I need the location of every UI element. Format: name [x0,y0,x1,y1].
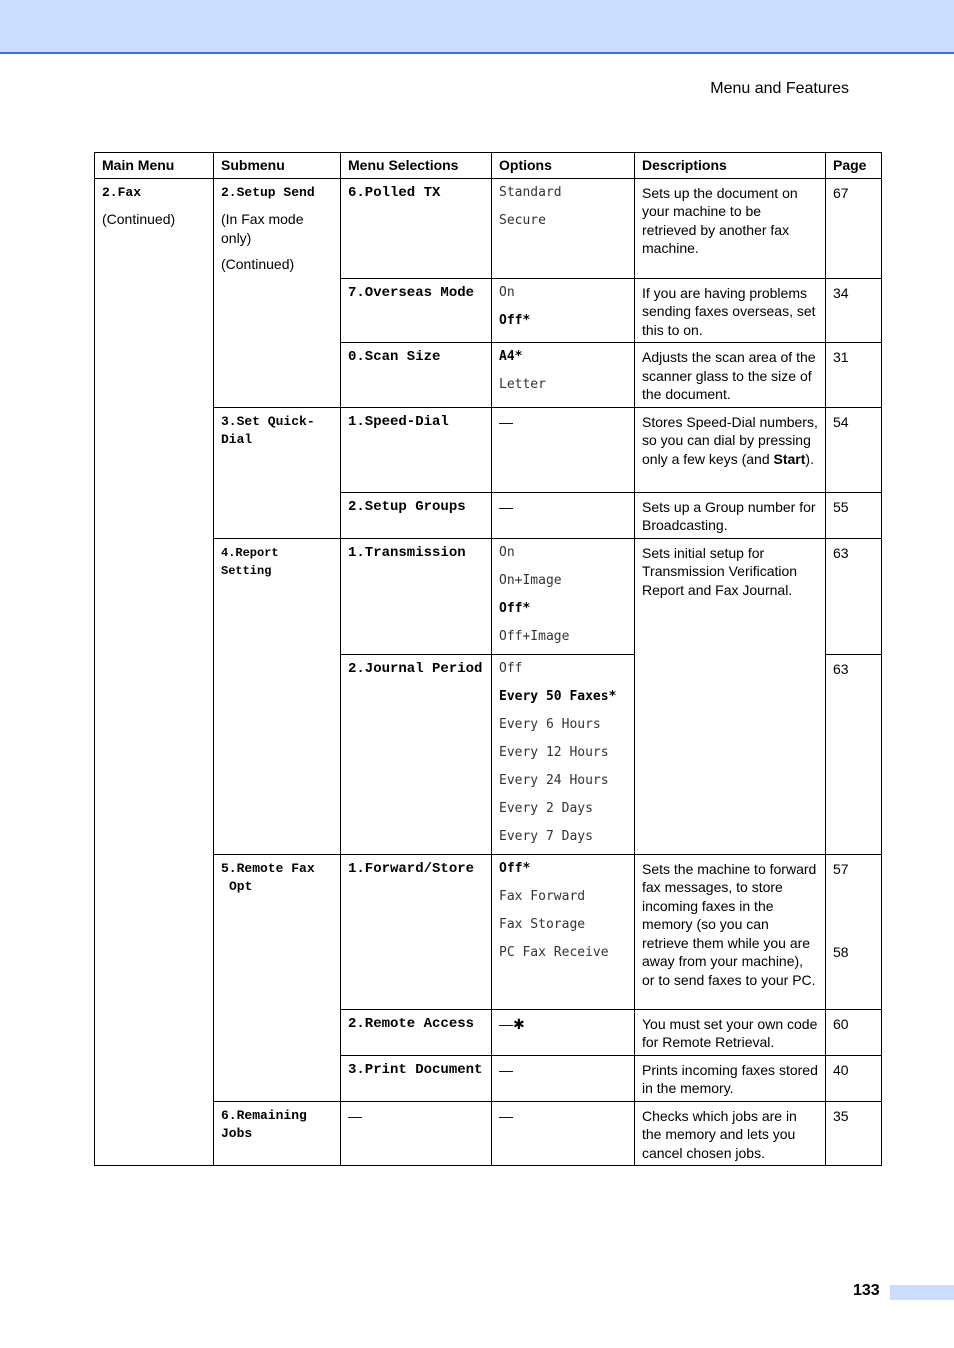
table-header-row [95,153,882,179]
col-page: Page [826,153,882,179]
desc-text-end: ). [805,450,814,467]
submenu-name: 4.Report Setting [221,545,279,578]
page-number: 133 [853,1282,880,1299]
page-tab-bar [890,1285,954,1300]
option: Standard [499,184,562,200]
description-cell: Sets the machine to forward fax messages, to store incoming faxes in the memory (so you can retrieve them while you are away from your machine), or to send faxes to your PC. [635,854,826,1009]
option: A4* [499,349,523,364]
submenu-name: 2.Setup Send [221,184,315,200]
option: Off* [499,860,531,876]
menu-table [94,152,882,1166]
submenu-name: 3.Set Quick- [221,413,315,429]
page-ref: 57 [833,860,849,877]
page-cell: 63 [826,654,882,854]
desc-text: Stores Speed-Dial numbers, so you can dial by pressing only a few keys (and [642,413,818,467]
page-cell: 67 [826,178,882,278]
option: Letter [499,377,546,392]
selection-cell: 2.Journal Period [341,654,492,854]
description-cell: Sets up a Group number for Broadcasting. [635,492,826,538]
selection-cell: — [341,1101,492,1166]
col-main-menu: Main Menu [95,153,214,179]
page-cell: 35 [826,1101,882,1166]
col-submenu: Submenu [214,153,341,179]
page-header-title: Menu and Features [710,80,849,97]
page-cell: 54 [826,407,882,492]
options-cell [492,654,635,854]
description-cell [635,407,826,492]
page-cell: 55 [826,492,882,538]
col-options: Options [492,153,635,179]
table-row [95,538,882,654]
page-ref: 58 [833,944,849,960]
options-cell: —✱ [492,1009,635,1055]
option: Every 12 Hours [499,744,609,760]
option: On [499,284,515,300]
submenu-setup-send [214,178,341,407]
option: Every 50 Faxes* [499,688,617,704]
table-row [95,178,882,278]
options-cell [492,854,635,1009]
submenu-name: 6.Remaining [221,1107,307,1123]
selection-cell: 0.Scan Size [341,343,492,408]
description-cell: Sets up the document on your machine to be retrieved by another fax machine. [635,178,826,278]
options-cell [492,178,635,278]
submenu-remaining [214,1101,341,1166]
description-cell: Sets initial setup for Transmission Verification Report and Fax Journal. [635,538,826,854]
col-menu-selections: Menu Selections [341,153,492,179]
submenu-name-cont: Opt [229,879,253,894]
option: Fax Forward [499,888,586,904]
submenu-name-cont: Jobs [221,1126,253,1141]
option: Off* [499,600,531,616]
options-cell: — [492,492,635,538]
table-row [95,1101,882,1166]
page-cell: 60 [826,1009,882,1055]
option: Off [499,660,523,676]
page-cell: 31 [826,343,882,408]
col-descriptions: Descriptions [635,153,826,179]
main-menu-name: 2.Fax [102,184,142,200]
submenu-name-cont: Dial [221,432,253,447]
option: Fax Storage [499,916,586,932]
submenu-remote [214,854,341,1101]
description-cell: Adjusts the scan area of the scanner glass to the size of the document. [635,343,826,408]
table-row [95,407,882,492]
option: Secure [499,212,546,228]
main-menu-cell [95,178,214,1166]
submenu-note: (In Fax mode only) [221,211,304,246]
options-cell [492,343,635,408]
selection-cell: 2.Remote Access [341,1009,492,1055]
table-row [95,854,882,1009]
submenu-continued: (Continued) [221,256,295,272]
selection-cell: 7.Overseas Mode [341,278,492,343]
option: Off* [499,312,531,328]
option: On+Image [499,572,562,588]
page-cell: 34 [826,278,882,343]
selection-cell: 2.Setup Groups [341,492,492,538]
selection-cell: 1.Speed-Dial [341,407,492,492]
desc-bold: Start [773,450,806,467]
selection-cell: 1.Transmission [341,538,492,654]
submenu-quick-dial [214,407,341,538]
option: Every 24 Hours [499,772,609,788]
page-cell [826,854,882,1009]
description-cell: Checks which jobs are in the memory and lets you cancel chosen jobs. [635,1101,826,1166]
selection-cell: 1.Forward/Store [341,854,492,1009]
options-cell [492,538,635,654]
description-cell: If you are having problems sending faxes overseas, set this to on. [635,278,826,343]
option: Every 2 Days [499,800,593,816]
option: On [499,544,515,560]
options-cell: — [492,407,635,492]
submenu-report [214,538,341,854]
page-cell: 63 [826,538,882,654]
description-cell: You must set your own code for Remote Retrieval. [635,1009,826,1055]
option: Off+Image [499,628,570,644]
main-menu-note: (Continued) [102,211,176,227]
page-cell: 40 [826,1055,882,1101]
submenu-name: 5.Remote Fax [221,860,315,876]
header-band [0,0,954,54]
description-cell: Prints incoming faxes stored in the memory. [635,1055,826,1101]
options-cell: — [492,1101,635,1166]
option: Every 7 Days [499,828,593,844]
options-cell [492,278,635,343]
selection-cell: 6.Polled TX [341,178,492,278]
options-cell: — [492,1055,635,1101]
option: Every 6 Hours [499,716,601,732]
option: PC Fax Receive [499,944,609,960]
selection-cell: 3.Print Document [341,1055,492,1101]
